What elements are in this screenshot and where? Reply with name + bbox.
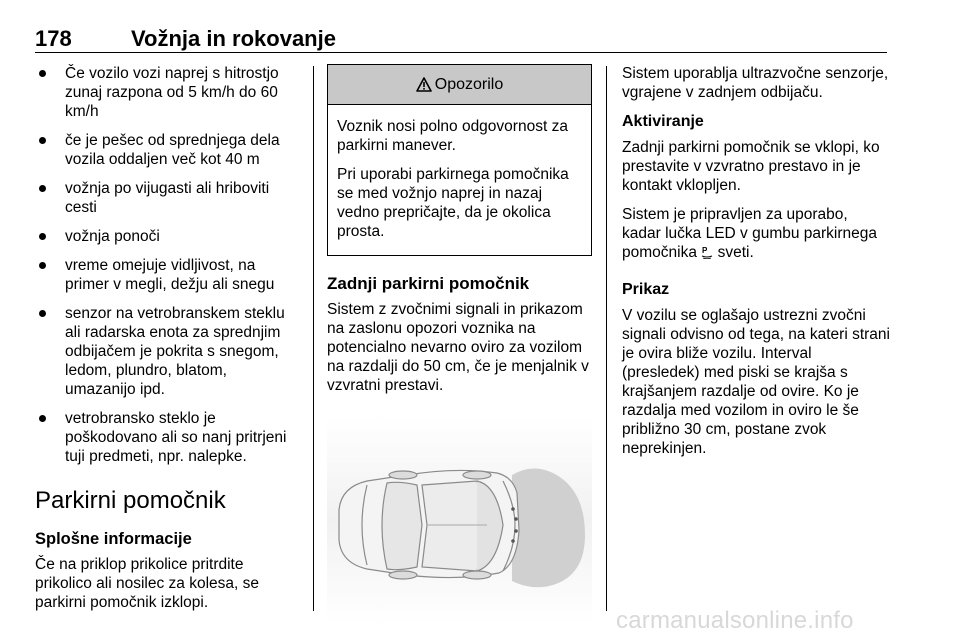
warning-paragraph-2: Pri uporabi parkirnega pomočnika se med vožnjo naprej in nazaj vedno prepričajte, da je okolica prosta. [337,166,569,240]
chapter-title: Vožnja in rokovanje [131,26,336,51]
section-title: Parkirni pomočnik [35,487,226,514]
warning-title: Opozorilo [434,76,504,93]
bullet-icon [39,137,46,144]
bullet-icon [39,70,46,77]
bullet-icon [39,415,46,422]
column-1 [35,64,298,622]
warning-box [327,64,592,256]
condition-list [35,64,298,466]
warning-triangle-icon [416,77,432,92]
display-heading: Prikaz [622,281,670,298]
list-item: senzor na vetrobranskem steklu ali radarska enota za sprednjim odbijačem je pokrita s snegom, ledom, plundro, blatom, umazanijo ipd. [35,304,298,399]
watermark: carmanualsonline.info [616,607,854,634]
warning-paragraph-1: Voznik nosi polno odgovornost za parkirni manever. [337,118,568,154]
warning-body [328,105,591,255]
header-rule [35,52,887,53]
page-number: 178 [35,26,72,51]
warning-header [328,65,591,105]
svg-text:P: P [702,246,708,255]
list-item: Če vozilo vozi naprej s hitrostjo zunaj razpona od 5 km/h do 60 km/h [35,64,298,121]
activation-paragraph-2: Sistem je pripravljen za uporabo, kadar lučka LED v gumbu parkirnega pomočnika P sveti. [622,206,878,261]
bullet-icon [39,310,46,317]
parking-assist-icon [701,245,713,259]
subheading-general-info: Splošne informacije [35,530,192,548]
bullet-icon [39,185,46,192]
car-icon [339,470,519,579]
column-2 [327,64,592,630]
column-3 [622,64,890,468]
general-info-paragraph: Če na priklop prikolice pritrdite prikolico ali nosilec za kolesa, se parkirni pomočnik izklopi. [35,556,259,611]
list-item: če je pešec od sprednjega dela vozila oddaljen več kot 40 m [35,131,298,169]
list-item: vreme omejuje vidljivost, na primer v megli, dežju ali snegu [35,256,298,294]
column-divider-2 [606,66,607,611]
list-item: vožnja ponoči [35,227,298,246]
column-divider-1 [313,66,314,611]
parking-sensor-illustration [327,415,592,625]
system-intro-paragraph: Sistem uporablja ultrazvočne senzorje, vgrajene v zadnjem odbijaču. [622,65,889,101]
activation-paragraph-1: Zadnji parkirni pomočnik se vklopi, ko prestavite v vzvratno prestavo in je kontakt vklopljen. [622,139,880,194]
rear-parking-paragraph: Sistem z zvočnimi signali in prikazom na zaslonu opozori voznika na potencialno nevarno oviro za vozilom na razdalji do 50 cm, če je menjalnik v vzvratni prestavi. [327,301,589,394]
list-item: vetrobransko steklo je poškodovano ali so nanj pritrjeni tuji predmeti, npr. nalepke. [35,409,298,466]
bullet-icon [39,233,46,240]
activation-heading: Aktiviranje [622,113,704,130]
list-item: vožnja po vijugasti ali hriboviti cesti [35,179,298,217]
rear-parking-heading: Zadnji parkirni pomočnik [327,274,530,293]
display-paragraph: V vozilu se oglašajo ustrezni zvočni signali odvisno od tega, na kateri strani je ovira bliže vozilu. Interval (presledek) med piski se krajša s krajšanjem razdalje od ovire. Ko je razdalja med vozilom in oviro le še približno 30 cm, postane zvok neprekinjen. [622,307,890,457]
bullet-icon [39,262,46,269]
page-header [35,26,887,52]
